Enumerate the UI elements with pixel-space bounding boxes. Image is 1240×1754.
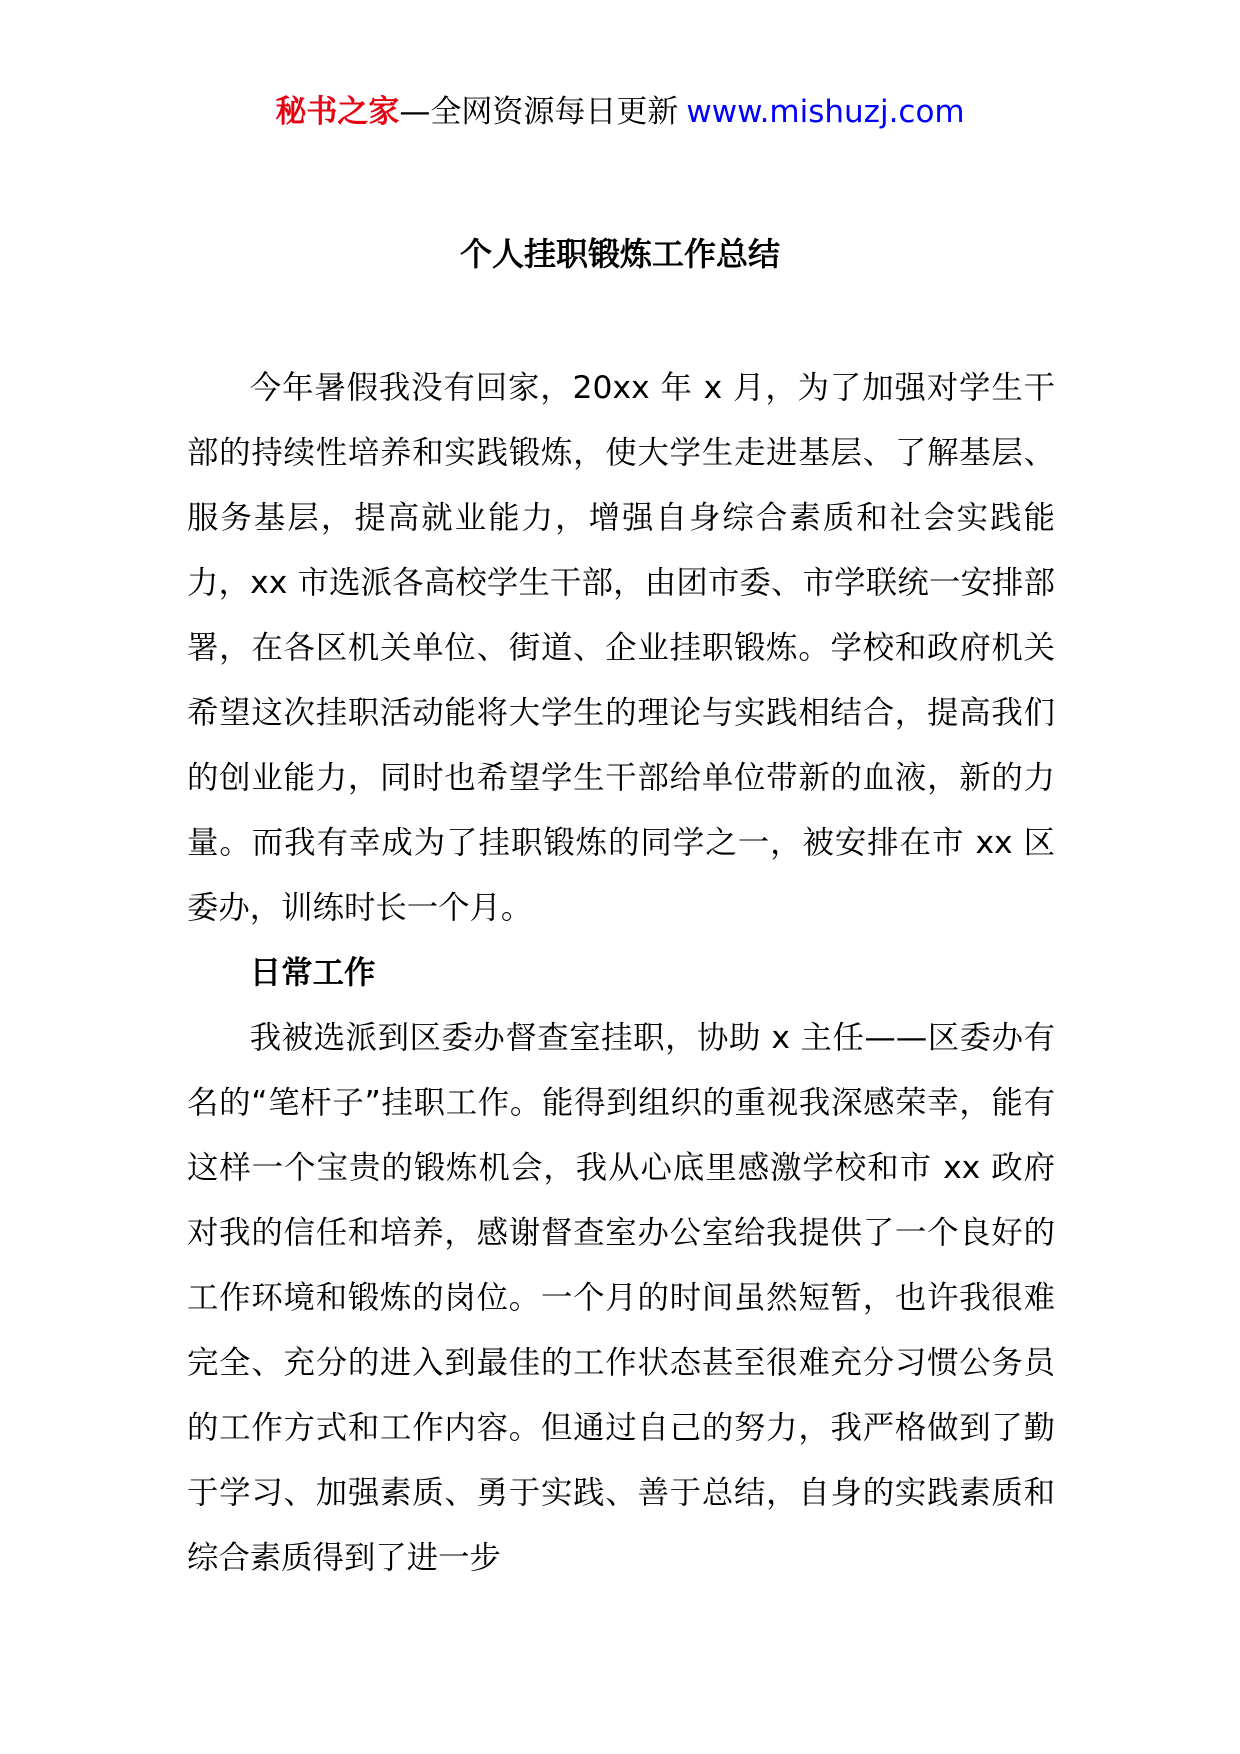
brand-name: 秘书之家 — [275, 94, 400, 130]
site-url-link[interactable]: www.mishuzj.com — [686, 94, 965, 130]
site-header — [0, 92, 1240, 132]
document-title: 个人挂职锻炼工作总结 — [459, 235, 780, 273]
body-paragraph: 我被选派到区委办督查室挂职，协助 x 主任——区委办有名的“笔杆子”挂职工作。能得到组织的重视我深感荣幸，能有这样一个宝贵的锻炼机会，我从心底里感激学校和市 xx 政府对我的信任和培养，感谢督查室办公室给我提供了一个良好的工作环境和锻炼的岗位。一个月的时间虽然短暂，也许我很难完全、充分的进入到最佳的工作状态甚至很难充分习惯公务员的工作方式和工作内容。但通过自己的努力，我严格做到了勤于学习、加强素质、勇于实践、善于总结，自身的实践素质和综合素质得到了进一步 — [187, 1020, 1055, 1576]
header-tagline: —全网资源每日更新 — [399, 94, 679, 130]
document-body — [187, 356, 1055, 1591]
section-heading: 日常工作 — [249, 955, 376, 991]
body-paragraph: 今年暑假我没有回家，20xx 年 x 月，为了加强对学生干部的持续性培养和实践锻炼，使大学生走进基层、了解基层、服务基层，提高就业能力，增强自身综合素质和社会实践能力，xx 市选派各高校学生干部，由团市委、市学联统一安排部署，在各区机关单位、街道、企业挂职锻炼。学校和政府机关希望这次挂职活动能将大学生的理论与实践相结合，提高我们的创业能力，同时也希望学生干部给单位带新的血液，新的力量。而我有幸成为了挂职锻炼的同学之一，被安排在市 xx 区委办，训练时长一个月。 — [187, 370, 1055, 926]
